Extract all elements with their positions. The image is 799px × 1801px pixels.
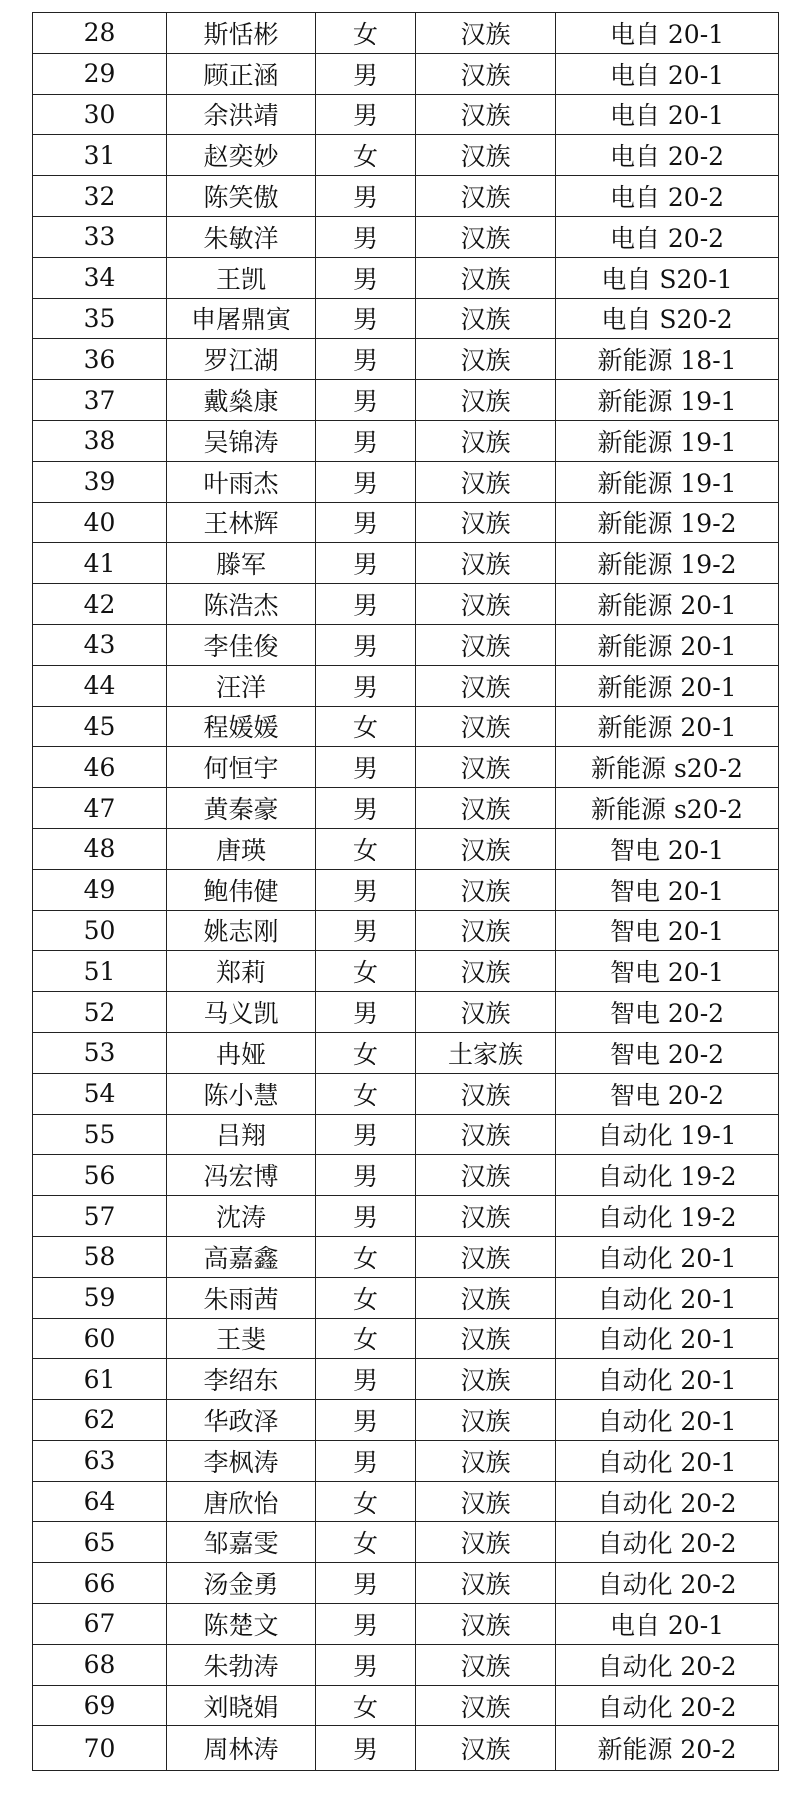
student-name-cell: 陈笑傲 (167, 176, 316, 217)
ethnicity-cell: 汉族 (416, 1073, 556, 1114)
class-cell: 智电 20-2 (556, 992, 779, 1033)
class-cell: 智电 20-1 (556, 869, 779, 910)
row-number-cell: 57 (33, 1196, 167, 1237)
ethnicity-cell: 汉族 (416, 1604, 556, 1645)
class-cell: 新能源 20-1 (556, 624, 779, 665)
ethnicity-cell: 汉族 (416, 1440, 556, 1481)
student-name-cell: 姚志刚 (167, 910, 316, 951)
ethnicity-cell: 汉族 (416, 461, 556, 502)
row-number-cell: 46 (33, 747, 167, 788)
gender-cell: 男 (316, 380, 416, 421)
table-row (33, 1114, 779, 1155)
gender-cell: 女 (316, 951, 416, 992)
class-cell: 新能源 20-1 (556, 665, 779, 706)
gender-cell: 男 (316, 1440, 416, 1481)
row-number-cell: 47 (33, 788, 167, 829)
gender-cell: 女 (316, 1032, 416, 1073)
row-number-cell: 30 (33, 94, 167, 135)
gender-cell: 男 (316, 543, 416, 584)
table-row (33, 53, 779, 94)
table-row (33, 1400, 779, 1441)
student-name-cell: 顾正涵 (167, 53, 316, 94)
class-cell: 新能源 20-2 (556, 1726, 779, 1771)
class-cell: 自动化 19-1 (556, 1114, 779, 1155)
class-cell: 电自 20-2 (556, 176, 779, 217)
gender-cell: 女 (316, 1481, 416, 1522)
ethnicity-cell: 汉族 (416, 257, 556, 298)
gender-cell: 男 (316, 461, 416, 502)
table-row (33, 13, 779, 54)
row-number-cell: 60 (33, 1318, 167, 1359)
table-row (33, 1522, 779, 1563)
ethnicity-cell: 汉族 (416, 1400, 556, 1441)
gender-cell: 男 (316, 584, 416, 625)
student-name-cell: 程媛媛 (167, 706, 316, 747)
table-row (33, 502, 779, 543)
row-number-cell: 39 (33, 461, 167, 502)
student-name-cell: 华政泽 (167, 1400, 316, 1441)
table-row (33, 1726, 779, 1771)
row-number-cell: 58 (33, 1236, 167, 1277)
class-cell: 自动化 20-1 (556, 1440, 779, 1481)
gender-cell: 男 (316, 1359, 416, 1400)
table-row (33, 910, 779, 951)
class-cell: 智电 20-1 (556, 828, 779, 869)
row-number-cell: 45 (33, 706, 167, 747)
row-number-cell: 37 (33, 380, 167, 421)
row-number-cell: 53 (33, 1032, 167, 1073)
student-name-cell: 斯恬彬 (167, 13, 316, 54)
table-row (33, 1318, 779, 1359)
table-row (33, 747, 779, 788)
student-name-cell: 何恒宇 (167, 747, 316, 788)
gender-cell: 男 (316, 747, 416, 788)
class-cell: 新能源 19-2 (556, 502, 779, 543)
ethnicity-cell: 汉族 (416, 1522, 556, 1563)
class-cell: 自动化 20-2 (556, 1481, 779, 1522)
student-name-cell: 申屠鼎寅 (167, 298, 316, 339)
table-row (33, 339, 779, 380)
row-number-cell: 52 (33, 992, 167, 1033)
class-cell: 自动化 20-1 (556, 1400, 779, 1441)
student-name-cell: 高嘉鑫 (167, 1236, 316, 1277)
student-name-cell: 赵奕妙 (167, 135, 316, 176)
gender-cell: 男 (316, 910, 416, 951)
class-cell: 电自 20-1 (556, 1604, 779, 1645)
student-name-cell: 王林辉 (167, 502, 316, 543)
table-row (33, 94, 779, 135)
class-cell: 新能源 20-1 (556, 706, 779, 747)
ethnicity-cell: 汉族 (416, 339, 556, 380)
class-cell: 自动化 20-2 (556, 1522, 779, 1563)
ethnicity-cell: 汉族 (416, 910, 556, 951)
student-roster-table (32, 12, 779, 1771)
table-row (33, 257, 779, 298)
ethnicity-cell: 汉族 (416, 94, 556, 135)
row-number-cell: 42 (33, 584, 167, 625)
class-cell: 电自 20-2 (556, 216, 779, 257)
student-name-cell: 叶雨杰 (167, 461, 316, 502)
gender-cell: 男 (316, 665, 416, 706)
class-cell: 自动化 20-1 (556, 1359, 779, 1400)
gender-cell: 女 (316, 706, 416, 747)
ethnicity-cell: 汉族 (416, 502, 556, 543)
student-name-cell: 李枫涛 (167, 1440, 316, 1481)
student-name-cell: 陈浩杰 (167, 584, 316, 625)
class-cell: 自动化 19-2 (556, 1196, 779, 1237)
ethnicity-cell: 汉族 (416, 543, 556, 584)
gender-cell: 女 (316, 13, 416, 54)
gender-cell: 男 (316, 420, 416, 461)
table-row (33, 176, 779, 217)
table-row (33, 1440, 779, 1481)
table-row (33, 380, 779, 421)
student-name-cell: 陈小慧 (167, 1073, 316, 1114)
row-number-cell: 63 (33, 1440, 167, 1481)
row-number-cell: 65 (33, 1522, 167, 1563)
row-number-cell: 32 (33, 176, 167, 217)
row-number-cell: 41 (33, 543, 167, 584)
row-number-cell: 49 (33, 869, 167, 910)
row-number-cell: 28 (33, 13, 167, 54)
row-number-cell: 56 (33, 1155, 167, 1196)
gender-cell: 女 (316, 1318, 416, 1359)
student-name-cell: 朱雨茜 (167, 1277, 316, 1318)
table-row (33, 1236, 779, 1277)
roster-body (33, 13, 779, 1771)
gender-cell: 男 (316, 176, 416, 217)
gender-cell: 男 (316, 1400, 416, 1441)
student-name-cell: 陈楚文 (167, 1604, 316, 1645)
student-name-cell: 李绍东 (167, 1359, 316, 1400)
student-name-cell: 周林涛 (167, 1726, 316, 1771)
ethnicity-cell: 汉族 (416, 298, 556, 339)
row-number-cell: 62 (33, 1400, 167, 1441)
student-name-cell: 朱勃涛 (167, 1644, 316, 1685)
class-cell: 电自 20-1 (556, 53, 779, 94)
row-number-cell: 44 (33, 665, 167, 706)
table-row (33, 1644, 779, 1685)
ethnicity-cell: 汉族 (416, 665, 556, 706)
ethnicity-cell: 汉族 (416, 1481, 556, 1522)
student-name-cell: 冉娅 (167, 1032, 316, 1073)
row-number-cell: 59 (33, 1277, 167, 1318)
class-cell: 自动化 20-1 (556, 1236, 779, 1277)
class-cell: 新能源 s20-2 (556, 747, 779, 788)
table-row (33, 1563, 779, 1604)
ethnicity-cell: 汉族 (416, 992, 556, 1033)
table-row (33, 584, 779, 625)
table-row (33, 706, 779, 747)
ethnicity-cell: 汉族 (416, 951, 556, 992)
gender-cell: 男 (316, 53, 416, 94)
row-number-cell: 50 (33, 910, 167, 951)
class-cell: 新能源 20-1 (556, 584, 779, 625)
table-row (33, 1604, 779, 1645)
ethnicity-cell: 汉族 (416, 1318, 556, 1359)
class-cell: 电自 20-2 (556, 135, 779, 176)
gender-cell: 男 (316, 1726, 416, 1771)
table-row (33, 135, 779, 176)
student-name-cell: 沈涛 (167, 1196, 316, 1237)
class-cell: 新能源 19-1 (556, 380, 779, 421)
student-name-cell: 唐欣怡 (167, 1481, 316, 1522)
table-row (33, 869, 779, 910)
table-row (33, 828, 779, 869)
gender-cell: 女 (316, 828, 416, 869)
ethnicity-cell: 汉族 (416, 869, 556, 910)
row-number-cell: 29 (33, 53, 167, 94)
gender-cell: 女 (316, 1522, 416, 1563)
gender-cell: 女 (316, 1073, 416, 1114)
table-row (33, 216, 779, 257)
table-row (33, 1155, 779, 1196)
table-row (33, 1196, 779, 1237)
gender-cell: 男 (316, 992, 416, 1033)
class-cell: 智电 20-2 (556, 1032, 779, 1073)
gender-cell: 女 (316, 135, 416, 176)
table-row (33, 1685, 779, 1726)
table-row (33, 1359, 779, 1400)
student-name-cell: 刘晓娟 (167, 1685, 316, 1726)
ethnicity-cell: 汉族 (416, 747, 556, 788)
row-number-cell: 64 (33, 1481, 167, 1522)
row-number-cell: 66 (33, 1563, 167, 1604)
gender-cell: 男 (316, 216, 416, 257)
table-row (33, 298, 779, 339)
student-name-cell: 滕军 (167, 543, 316, 584)
class-cell: 智电 20-2 (556, 1073, 779, 1114)
gender-cell: 男 (316, 1563, 416, 1604)
class-cell: 新能源 19-2 (556, 543, 779, 584)
table-row (33, 992, 779, 1033)
gender-cell: 女 (316, 1277, 416, 1318)
gender-cell: 男 (316, 1604, 416, 1645)
row-number-cell: 34 (33, 257, 167, 298)
class-cell: 智电 20-1 (556, 910, 779, 951)
row-number-cell: 69 (33, 1685, 167, 1726)
table-row (33, 624, 779, 665)
table-row (33, 461, 779, 502)
student-name-cell: 朱敏洋 (167, 216, 316, 257)
table-row (33, 1073, 779, 1114)
row-number-cell: 51 (33, 951, 167, 992)
student-name-cell: 汪洋 (167, 665, 316, 706)
student-name-cell: 戴燊康 (167, 380, 316, 421)
gender-cell: 男 (316, 1196, 416, 1237)
gender-cell: 男 (316, 1155, 416, 1196)
student-name-cell: 黄秦豪 (167, 788, 316, 829)
gender-cell: 女 (316, 1236, 416, 1277)
class-cell: 自动化 20-2 (556, 1685, 779, 1726)
student-name-cell: 汤金勇 (167, 1563, 316, 1604)
ethnicity-cell: 汉族 (416, 624, 556, 665)
student-name-cell: 冯宏博 (167, 1155, 316, 1196)
class-cell: 电自 S20-1 (556, 257, 779, 298)
ethnicity-cell: 汉族 (416, 1563, 556, 1604)
table-row (33, 1481, 779, 1522)
class-cell: 自动化 19-2 (556, 1155, 779, 1196)
gender-cell: 男 (316, 788, 416, 829)
gender-cell: 男 (316, 339, 416, 380)
row-number-cell: 43 (33, 624, 167, 665)
ethnicity-cell: 汉族 (416, 1644, 556, 1685)
class-cell: 新能源 18-1 (556, 339, 779, 380)
table-row (33, 543, 779, 584)
row-number-cell: 55 (33, 1114, 167, 1155)
ethnicity-cell: 汉族 (416, 828, 556, 869)
class-cell: 自动化 20-2 (556, 1563, 779, 1604)
ethnicity-cell: 汉族 (416, 788, 556, 829)
student-name-cell: 郑莉 (167, 951, 316, 992)
row-number-cell: 36 (33, 339, 167, 380)
ethnicity-cell: 汉族 (416, 420, 556, 461)
ethnicity-cell: 汉族 (416, 584, 556, 625)
ethnicity-cell: 汉族 (416, 1236, 556, 1277)
ethnicity-cell: 汉族 (416, 380, 556, 421)
gender-cell: 男 (316, 1644, 416, 1685)
class-cell: 新能源 19-1 (556, 461, 779, 502)
ethnicity-cell: 汉族 (416, 706, 556, 747)
gender-cell: 男 (316, 1114, 416, 1155)
class-cell: 电自 20-1 (556, 13, 779, 54)
ethnicity-cell: 汉族 (416, 1726, 556, 1771)
student-name-cell: 唐瑛 (167, 828, 316, 869)
row-number-cell: 68 (33, 1644, 167, 1685)
student-name-cell: 王斐 (167, 1318, 316, 1359)
class-cell: 电自 20-1 (556, 94, 779, 135)
gender-cell: 男 (316, 624, 416, 665)
class-cell: 新能源 19-1 (556, 420, 779, 461)
gender-cell: 男 (316, 502, 416, 543)
row-number-cell: 31 (33, 135, 167, 176)
row-number-cell: 70 (33, 1726, 167, 1771)
ethnicity-cell: 汉族 (416, 1196, 556, 1237)
row-number-cell: 61 (33, 1359, 167, 1400)
table-row (33, 788, 779, 829)
class-cell: 自动化 20-1 (556, 1277, 779, 1318)
table-row (33, 1032, 779, 1073)
ethnicity-cell: 汉族 (416, 53, 556, 94)
student-name-cell: 鲍伟健 (167, 869, 316, 910)
ethnicity-cell: 汉族 (416, 13, 556, 54)
row-number-cell: 38 (33, 420, 167, 461)
row-number-cell: 33 (33, 216, 167, 257)
ethnicity-cell: 汉族 (416, 1359, 556, 1400)
student-name-cell: 马义凯 (167, 992, 316, 1033)
student-name-cell: 罗江湖 (167, 339, 316, 380)
student-name-cell: 邹嘉雯 (167, 1522, 316, 1563)
class-cell: 自动化 20-1 (556, 1318, 779, 1359)
row-number-cell: 67 (33, 1604, 167, 1645)
row-number-cell: 54 (33, 1073, 167, 1114)
row-number-cell: 48 (33, 828, 167, 869)
gender-cell: 男 (316, 257, 416, 298)
gender-cell: 女 (316, 1685, 416, 1726)
student-name-cell: 吴锦涛 (167, 420, 316, 461)
table-row (33, 665, 779, 706)
class-cell: 新能源 s20-2 (556, 788, 779, 829)
gender-cell: 男 (316, 94, 416, 135)
class-cell: 智电 20-1 (556, 951, 779, 992)
class-cell: 自动化 20-2 (556, 1644, 779, 1685)
gender-cell: 男 (316, 298, 416, 339)
ethnicity-cell: 汉族 (416, 1277, 556, 1318)
table-row (33, 420, 779, 461)
ethnicity-cell: 汉族 (416, 135, 556, 176)
class-cell: 电自 S20-2 (556, 298, 779, 339)
ethnicity-cell: 汉族 (416, 1685, 556, 1726)
table-row (33, 1277, 779, 1318)
ethnicity-cell: 汉族 (416, 1114, 556, 1155)
student-name-cell: 吕翔 (167, 1114, 316, 1155)
table-row (33, 951, 779, 992)
gender-cell: 男 (316, 869, 416, 910)
row-number-cell: 35 (33, 298, 167, 339)
student-name-cell: 余洪靖 (167, 94, 316, 135)
student-name-cell: 王凯 (167, 257, 316, 298)
ethnicity-cell: 汉族 (416, 1155, 556, 1196)
ethnicity-cell: 汉族 (416, 176, 556, 217)
ethnicity-cell: 汉族 (416, 216, 556, 257)
row-number-cell: 40 (33, 502, 167, 543)
ethnicity-cell: 土家族 (416, 1032, 556, 1073)
student-name-cell: 李佳俊 (167, 624, 316, 665)
